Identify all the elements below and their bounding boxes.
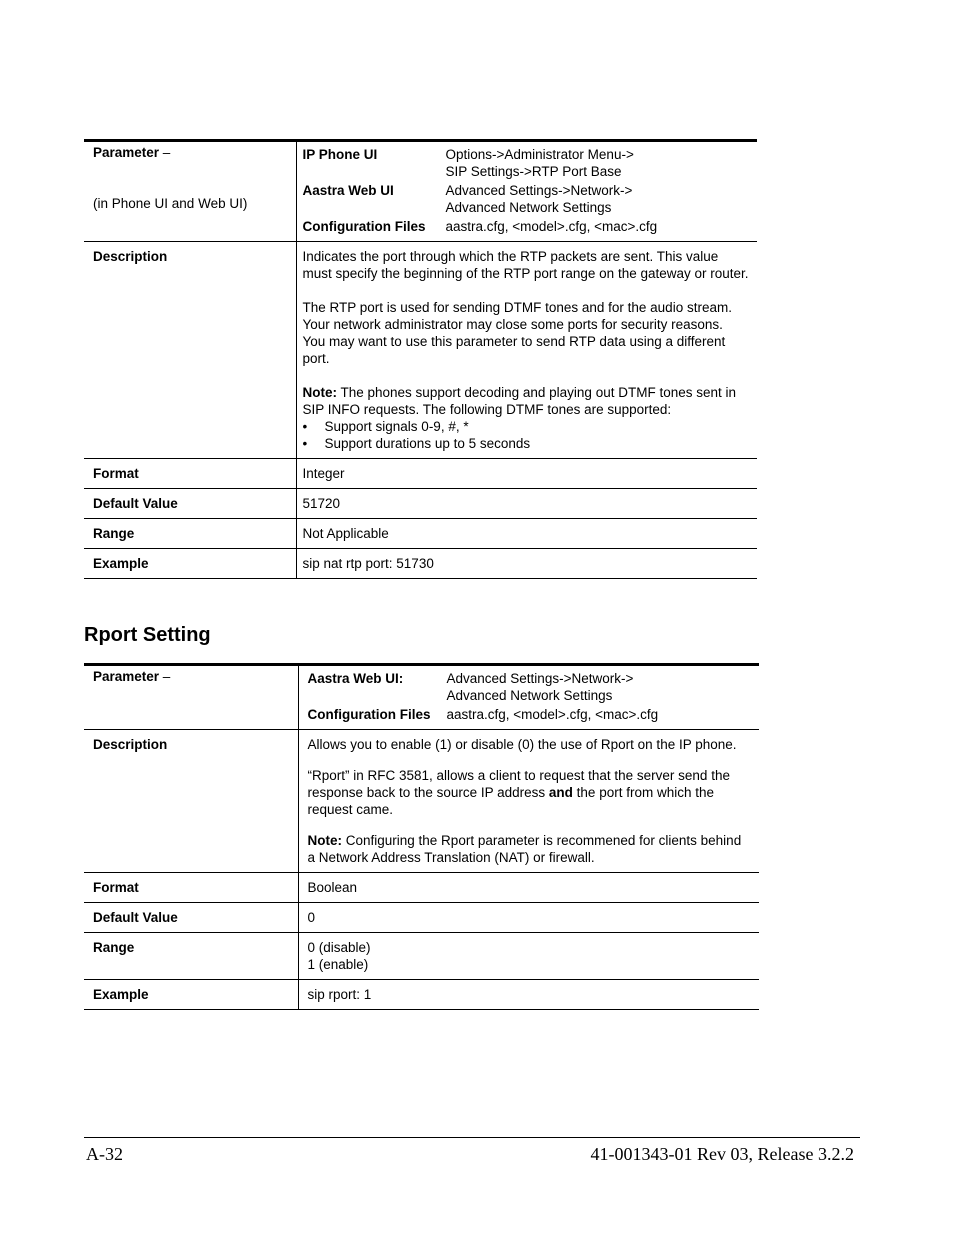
example-value: sip rport: 1: [298, 980, 759, 1010]
description-label: Description: [84, 730, 298, 873]
web-ui-label: Aastra Web UI:: [307, 671, 404, 686]
format-row: [84, 459, 757, 489]
range-value-line1: 0 (disable): [307, 940, 371, 955]
description-value: [298, 730, 759, 873]
config-files-value: aastra.cfg, <model>.cfg, <mac>.cfg: [445, 219, 658, 234]
description-value: [296, 242, 757, 459]
description-row: [84, 242, 757, 459]
footer-divider: [84, 1137, 860, 1138]
parameter-locations: [303, 144, 750, 235]
example-row: [84, 549, 757, 579]
example-label: Example: [84, 980, 298, 1010]
note-text: Configuring the Rport parameter is recommened for clients behind a Network Address Translation (NAT) or firewall.: [307, 833, 742, 865]
range-value-line2: 1 (enable): [307, 957, 369, 972]
format-value: Integer: [296, 459, 757, 489]
document-id: 41-001343-01 Rev 03, Release 3.2.2: [590, 1144, 854, 1164]
description-label: Description: [84, 242, 296, 459]
list-item: • Support signals 0-9, #, *: [302, 419, 469, 434]
default-value-value: 51720: [296, 489, 757, 519]
web-ui-label: Aastra Web UI: [302, 183, 394, 198]
description-note: [308, 832, 752, 866]
default-value-row: [84, 903, 759, 933]
example-value: sip nat rtp port: 51730: [296, 549, 757, 579]
note-label: Note:: [307, 833, 342, 848]
description-note: [303, 384, 750, 418]
default-value-label: Default Value: [84, 903, 298, 933]
range-label: Range: [84, 933, 298, 980]
parameter-cell: [84, 141, 296, 242]
parameter-locations: [308, 668, 752, 723]
web-ui-path-line2: Advanced Network Settings: [445, 200, 612, 215]
parameter-row: [84, 665, 759, 730]
range-label: Range: [84, 519, 296, 549]
range-row: [84, 933, 759, 980]
rport-table: [84, 663, 759, 1010]
web-ui-path: [447, 668, 752, 704]
parameter-cell: [84, 665, 298, 730]
default-value-value: 0: [298, 903, 759, 933]
range-row: [84, 519, 757, 549]
note-text: The phones support decoding and playing out DTMF tones sent in SIP INFO requests. The following DTMF tones are supported:: [302, 385, 737, 417]
range-value: [298, 933, 759, 980]
ip-phone-ui-label: IP Phone UI: [302, 147, 378, 162]
description-paragraph-1: Indicates the port through which the RTP packets are sent. This value must specify the beginning of the RTP port range on the gateway or router.: [302, 249, 749, 281]
ip-phone-ui-path-line2: SIP Settings->RTP Port Base: [445, 164, 622, 179]
default-value-label: Default Value: [84, 489, 296, 519]
format-value: Boolean: [298, 873, 759, 903]
config-files-value: aastra.cfg, <model>.cfg, <mac>.cfg: [446, 707, 659, 722]
description-paragraph-2: The RTP port is used for sending DTMF tones and for the audio stream. Your network administrator may close some ports for security reasons. You may want to use this parameter to send RTP data using a different port.: [302, 300, 732, 366]
list-item: • Support durations up to 5 seconds: [302, 436, 531, 451]
web-ui-path-line1: Advanced Settings->Network->: [445, 183, 633, 198]
parameter-label: Parameter: [93, 669, 160, 684]
example-label: Example: [84, 549, 296, 579]
web-ui-path-line2: Advanced Network Settings: [446, 688, 613, 703]
default-value-row: [84, 489, 757, 519]
web-ui-path-line1: Advanced Settings->Network->: [446, 671, 634, 686]
web-ui-path: [446, 180, 750, 216]
ip-phone-ui-path-line1: Options->Administrator Menu->: [445, 147, 634, 162]
ip-phone-ui-path: [446, 144, 750, 180]
parameter-row: [84, 141, 757, 242]
page-number: A-32: [86, 1144, 123, 1164]
parameter-note: (in Phone UI and Web UI): [93, 196, 248, 211]
config-files-label: Configuration Files: [302, 219, 426, 234]
format-row: [84, 873, 759, 903]
parameter-locations-cell: [296, 141, 757, 242]
description-paragraph-1: Allows you to enable (1) or disable (0) the use of Rport on the IP phone.: [307, 737, 737, 752]
config-files-label: Configuration Files: [307, 707, 431, 722]
dtmf-bullet-list: [303, 418, 750, 452]
parameter-locations-cell: [298, 665, 759, 730]
parameter-dash: –: [159, 669, 171, 684]
note-label: Note:: [302, 385, 337, 400]
example-row: [84, 980, 759, 1010]
parameter-label: Parameter: [93, 145, 160, 160]
rtp-port-table: [84, 139, 757, 579]
format-label: Format: [84, 459, 296, 489]
section-title: Rport Setting: [84, 624, 211, 646]
description-paragraph-2: “Rport” in RFC 3581, allows a client to request that the server send the response back to the source IP address and the port from which the request came.: [307, 768, 730, 817]
description-row: [84, 730, 759, 873]
range-value: Not Applicable: [296, 519, 757, 549]
format-label: Format: [84, 873, 298, 903]
parameter-dash: –: [159, 145, 171, 160]
